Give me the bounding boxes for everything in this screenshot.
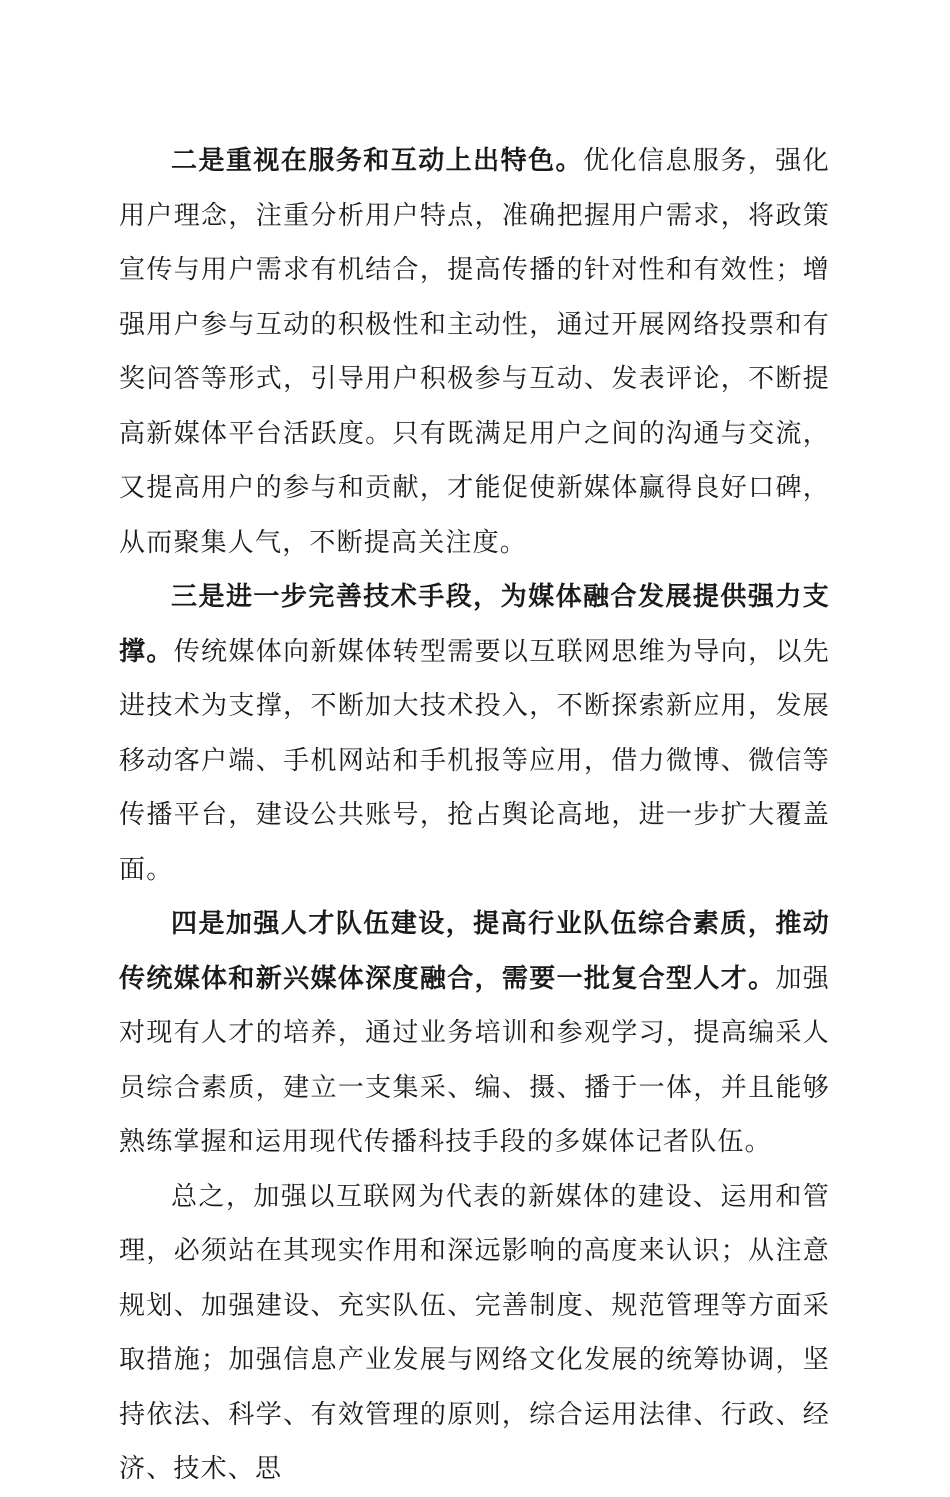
paragraph-body: 总之，加强以互联网为代表的新媒体的建设、运用和管理，必须站在其现实作用和深远影响的高度来认识；从注意规划、加强建设、充实队伍、完善制度、规范管理等方面采取措施；加强信息产业发展与网络文化发展的统筹协调，坚持依法、科学、有效管理的原则，综合运用法律、行政、经济、技术、思 <box>119 1181 830 1484</box>
paragraph-talent-team <box>119 897 830 1170</box>
paragraph-lead: 二是重视在服务和互动上出特色。 <box>171 146 584 176</box>
paragraph-body: 优化信息服务，强化用户理念，注重分析用户特点，准确把握用户需求，将政策宣传与用户需求有机结合，提高传播的针对性和有效性；增强用户参与互动的积极性和主动性，通过开展网络投票和有奖问答等形式，引导用户积极参与互动、发表评论，不断提高新媒体平台活跃度。只有既满足用户之间的沟通与交流，又提高用户的参与和贡献，才能促使新媒体赢得良好口碑，从而聚集人气，不断提高关注度。 <box>119 146 830 558</box>
paragraph-technical-means <box>119 570 830 897</box>
paragraph-conclusion <box>119 1170 830 1497</box>
paragraph-lead: 三是进一步完善技术手段，为媒体融合发展提供强力支撑。 <box>119 582 830 667</box>
document-body <box>119 134 830 1497</box>
paragraph-service-interaction <box>119 134 830 570</box>
paragraph-lead: 四是加强人才队伍建设，提高行业队伍综合素质，推动传统媒体和新兴媒体深度融合，需要一批复合型人才。 <box>119 909 830 994</box>
paragraph-body: 传统媒体向新媒体转型需要以互联网思维为导向，以先进技术为支撑，不断加大技术投入，不断探索新应用，发展移动客户端、手机网站和手机报等应用，借力微博、微信等传播平台，建设公共账号，抢占舆论高地，进一步扩大覆盖面。 <box>119 636 830 885</box>
paragraph-body: 加强对现有人才的培养，通过业务培训和参观学习，提高编采人员综合素质，建立一支集采、编、摄、播于一体，并且能够熟练掌握和运用现代传播科技手段的多媒体记者队伍。 <box>119 963 830 1157</box>
